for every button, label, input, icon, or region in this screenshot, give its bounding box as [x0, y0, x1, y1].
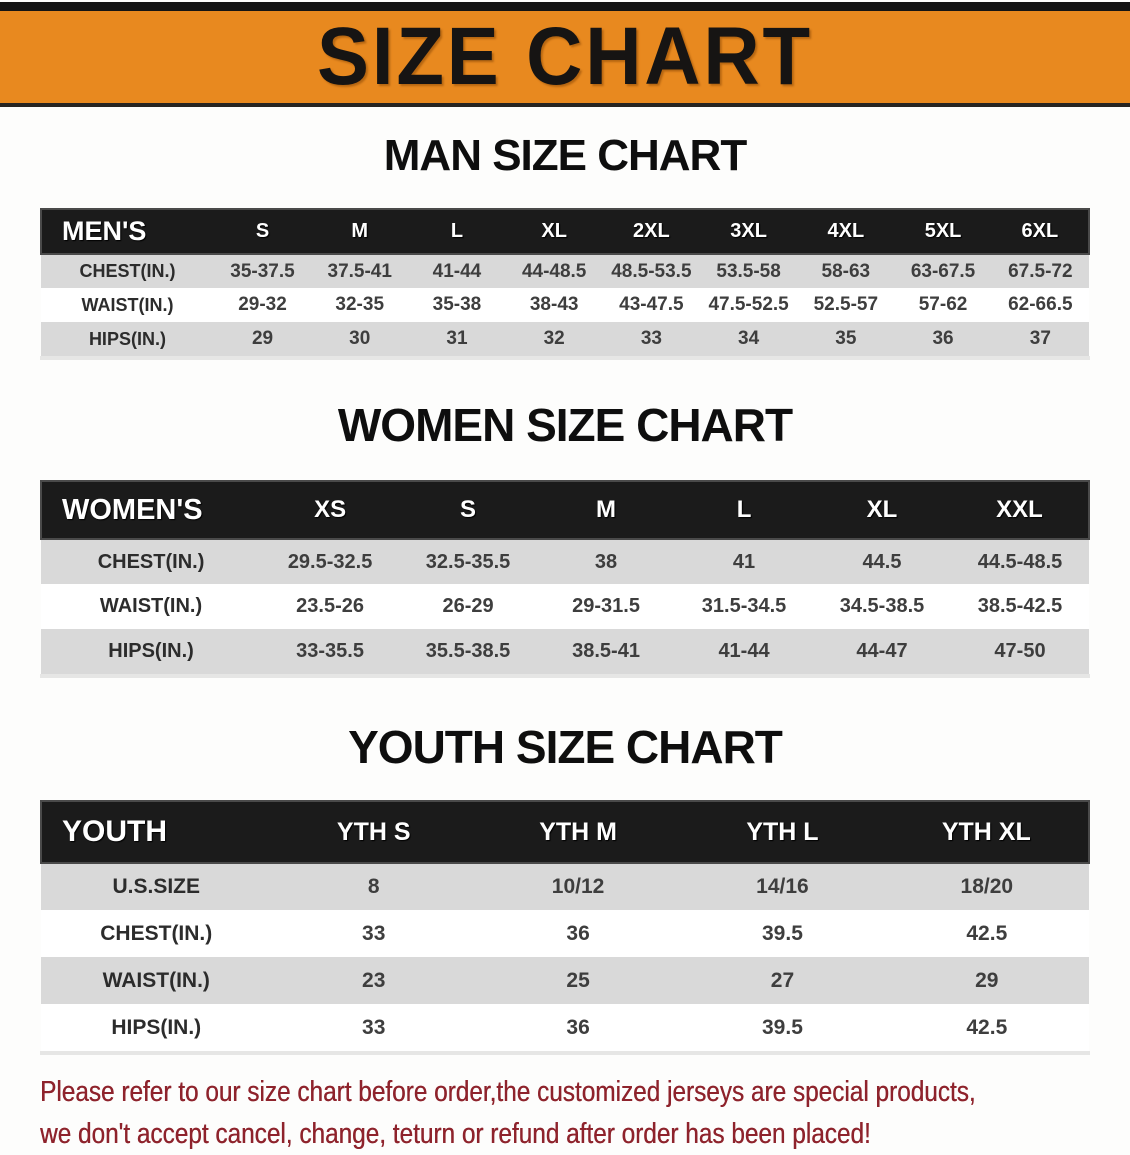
table-row: [41, 539, 1089, 584]
row-label: HIPS(IN.): [108, 640, 194, 662]
size-column-header: 4XL: [797, 209, 894, 254]
footer-line-1: Please refer to our size chart before order,the customized jerseys are special products,: [40, 1076, 976, 1108]
measurement-cell: 38: [594, 550, 618, 573]
table-row: [41, 584, 1089, 629]
section-youth: [0, 721, 1130, 1051]
measurement-cell: 62-66.5: [1008, 294, 1073, 315]
men-table-body: [41, 254, 1089, 356]
measurement-cell: 52.5-57: [813, 294, 879, 315]
measurement-cell: 37.5-41: [327, 260, 392, 282]
size-column-header: M: [537, 481, 675, 539]
measurement-cell: 42.5: [966, 921, 1008, 945]
measurement-cell: 36: [932, 328, 954, 349]
table-row: [41, 322, 1089, 356]
measurement-cell: 8: [367, 875, 380, 898]
table-row: [41, 254, 1089, 288]
measurement-cell: 38.5-41: [572, 640, 640, 662]
measurement-cell: 57-62: [918, 294, 968, 315]
measurement-cell: 30: [349, 328, 371, 349]
row-label: HIPS(IN.): [88, 328, 166, 349]
measurement-cell: 44-48.5: [521, 260, 587, 282]
size-column-header: YTH XL: [885, 801, 1089, 863]
women-size-table: [40, 480, 1090, 674]
table-row: [41, 288, 1089, 322]
measurement-cell: 14/16: [756, 875, 809, 898]
size-column-header: XL: [813, 481, 951, 539]
measurement-cell: 32-35: [335, 294, 385, 315]
measurement-cell: 29-31.5: [572, 595, 640, 617]
men-table-head: [41, 209, 1089, 254]
measurement-cell: 31.5-34.5: [701, 595, 787, 617]
size-column-header: M: [311, 209, 408, 254]
size-column-header: YTH S: [272, 801, 476, 863]
youth-section-heading: YOUTH SIZE CHART: [348, 721, 782, 773]
measurement-cell: 18/20: [960, 875, 1014, 898]
measurement-cell: 27: [770, 968, 795, 992]
measurement-cell: 67.5-72: [1008, 260, 1073, 282]
table-row: [41, 910, 1089, 957]
size-column-header: XS: [261, 481, 399, 539]
section-women: [0, 399, 1130, 674]
size-column-header: L: [408, 209, 505, 254]
measurement-cell: 10/12: [551, 875, 605, 898]
youth-table-title-cell: YOUTH: [41, 801, 272, 863]
row-label: CHEST(IN.): [97, 550, 205, 573]
measurement-cell: 26-29: [442, 595, 494, 617]
measurement-cell: 38.5-42.5: [977, 595, 1063, 617]
top-black-bar: [0, 2, 1130, 11]
men-table-title-cell: MEN'S: [41, 209, 214, 254]
measurement-cell: 39.5: [762, 921, 803, 945]
measurement-cell: 36: [566, 1015, 590, 1039]
size-column-header: XXL: [951, 481, 1089, 539]
women-table-title-cell: WOMEN'S: [41, 481, 261, 539]
measurement-cell: 39.5: [762, 1015, 803, 1039]
size-chart-page: [0, 2, 1130, 1155]
page-title: SIZE CHART: [317, 11, 813, 102]
footer-note: [40, 1071, 1130, 1155]
measurement-cell: 35-37.5: [230, 260, 295, 282]
youth-table-body: [41, 863, 1089, 1051]
measurement-cell: 29-32: [238, 294, 287, 315]
youth-table-head: [41, 801, 1089, 863]
measurement-cell: 47-50: [994, 640, 1046, 662]
men-section-heading: MAN SIZE CHART: [383, 131, 747, 180]
size-column-header: S: [214, 209, 311, 254]
header-row: [41, 801, 1089, 863]
measurement-cell: 32: [543, 328, 565, 349]
size-column-header: YTH L: [680, 801, 884, 863]
measurement-cell: 48.5-53.5: [611, 260, 692, 282]
measurement-cell: 36: [566, 921, 590, 945]
measurement-cell: 34: [738, 328, 760, 349]
row-label: WAIST(IN.): [81, 294, 174, 315]
size-column-header: XL: [506, 209, 603, 254]
row-label: U.S.SIZE: [112, 875, 201, 898]
banner: [0, 11, 1130, 107]
size-tables-container: [0, 131, 1130, 1051]
footer-line-2: we don't accept cancel, change, teturn or refund after order has been placed!: [40, 1118, 871, 1150]
size-column-header: YTH M: [476, 801, 680, 863]
size-column-header: 3XL: [700, 209, 797, 254]
measurement-cell: 41-44: [432, 260, 482, 282]
measurement-cell: 37: [1029, 328, 1051, 349]
measurement-cell: 23: [362, 968, 386, 992]
measurement-cell: 42.5: [966, 1015, 1008, 1039]
size-column-header: L: [675, 481, 813, 539]
size-column-header: 6XL: [992, 209, 1089, 254]
measurement-cell: 29: [975, 968, 999, 992]
table-row: [41, 957, 1089, 1004]
header-row: [41, 481, 1089, 539]
row-label: CHEST(IN.): [100, 921, 213, 945]
measurement-cell: 33: [362, 1015, 386, 1039]
measurement-cell: 25: [566, 968, 590, 992]
header-row: [41, 209, 1089, 254]
measurement-cell: 44-47: [856, 640, 908, 662]
measurement-cell: 35: [835, 328, 857, 349]
measurement-cell: 33: [640, 328, 662, 349]
measurement-cell: 58-63: [821, 260, 871, 282]
women-section-heading: WOMEN SIZE CHART: [337, 399, 793, 451]
measurement-cell: 34.5-38.5: [839, 595, 925, 617]
row-label: HIPS(IN.): [111, 1015, 202, 1039]
measurement-cell: 41: [732, 550, 756, 573]
measurement-cell: 23.5-26: [296, 595, 364, 617]
youth-size-table: [40, 800, 1090, 1051]
size-column-header: S: [399, 481, 537, 539]
measurement-cell: 29: [251, 328, 274, 349]
row-label: CHEST(IN.): [79, 261, 176, 281]
women-table-body: [41, 539, 1089, 674]
measurement-cell: 47.5-52.5: [708, 294, 789, 315]
size-column-header: 5XL: [894, 209, 991, 254]
measurement-cell: 29.5-32.5: [287, 550, 373, 573]
measurement-cell: 35.5-38.5: [425, 640, 511, 662]
table-row: [41, 1004, 1089, 1051]
measurement-cell: 63-67.5: [910, 260, 976, 282]
table-row: [41, 863, 1089, 910]
section-men: [0, 131, 1130, 356]
measurement-cell: 44.5: [862, 550, 902, 573]
women-table-head: [41, 481, 1089, 539]
table-row: [41, 629, 1089, 674]
measurement-cell: 53.5-58: [716, 260, 781, 282]
measurement-cell: 38-43: [529, 294, 579, 315]
measurement-cell: 44.5-48.5: [977, 550, 1063, 573]
men-size-table: [40, 208, 1090, 356]
measurement-cell: 41-44: [718, 640, 770, 662]
row-label: WAIST(IN.): [99, 595, 203, 617]
row-label: WAIST(IN.): [102, 968, 210, 992]
size-column-header: 2XL: [603, 209, 700, 254]
measurement-cell: 31: [446, 328, 468, 349]
measurement-cell: 32.5-35.5: [425, 550, 511, 573]
measurement-cell: 43-47.5: [619, 294, 684, 315]
measurement-cell: 33: [362, 921, 386, 945]
measurement-cell: 33-35.5: [296, 640, 364, 662]
measurement-cell: 35-38: [432, 294, 482, 315]
